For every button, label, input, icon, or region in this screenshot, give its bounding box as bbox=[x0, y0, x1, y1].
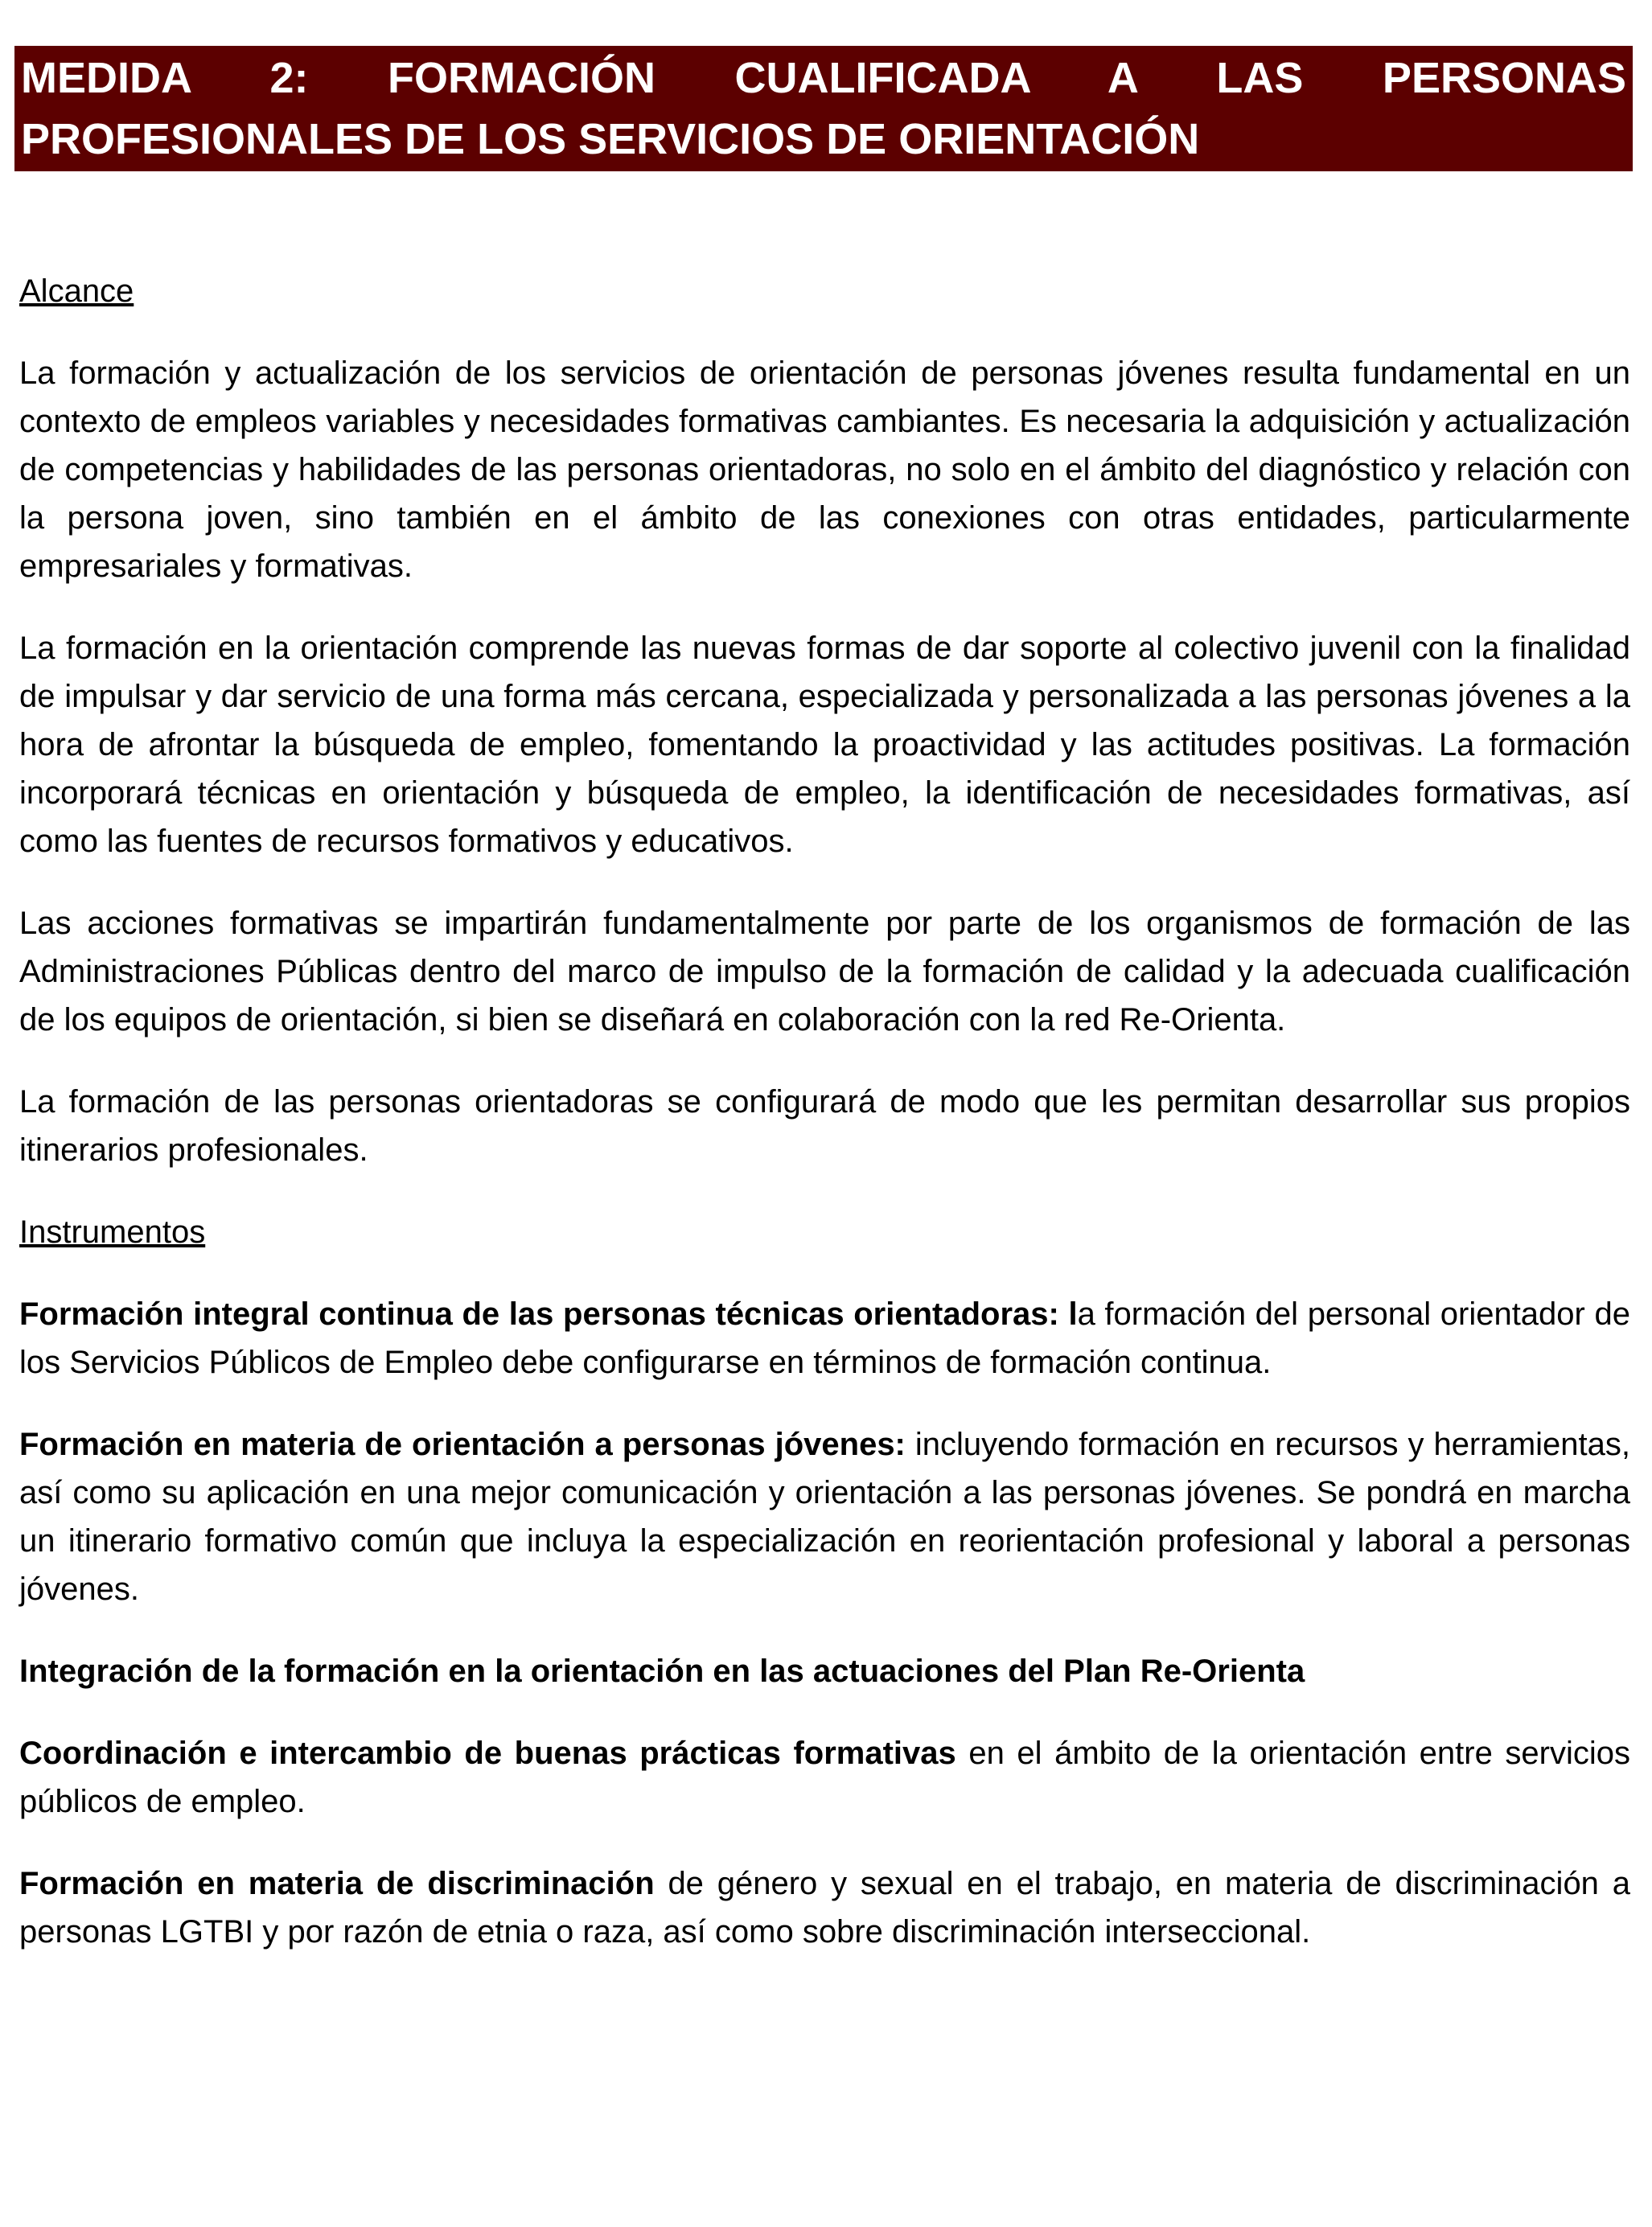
instrument-lead: Formación en materia de orientación a personas jóvenes: bbox=[19, 1427, 906, 1462]
instrument-lead: Formación en materia de discriminación bbox=[19, 1866, 655, 1901]
instrument-item bbox=[19, 1290, 1630, 1387]
document-body bbox=[19, 267, 1630, 1990]
instrument-item bbox=[19, 1859, 1630, 1956]
instrument-text: incluyendo formación en recursos y herramientas, así como su aplicación en una mejor comunicación y orientación a las personas jóvenes. Se pondrá en marcha un itinerario formativo común que incluya la especialización en reorientación profesional y laboral a personas jóvenes. bbox=[19, 1427, 1630, 1607]
instrument-item bbox=[19, 1647, 1630, 1695]
measure-title-line-2: PROFESIONALES DE LOS SERVICIOS DE ORIENTACIÓN bbox=[21, 115, 1200, 163]
instrument-lead: Coordinación e intercambio de buenas prácticas formativas bbox=[19, 1736, 956, 1771]
instrument-text: de género y sexual en el trabajo, en materia de discriminación a personas LGTBI y por razón de etnia o raza, así como sobre discriminación interseccional. bbox=[19, 1866, 1630, 1950]
instrument-text: a formación del personal orientador de los Servicios Públicos de Empleo debe configurarse en términos de formación continua. bbox=[19, 1296, 1630, 1380]
alcance-paragraph: Las acciones formativas se impartirán fundamentalmente por parte de los organismos de formación de las Administraciones Públicas dentro del marco de impulso de la formación de calidad y la adecuada cualificación de los equipos de orientación, si bien se diseñará en colaboración con la red Re-Orienta. bbox=[19, 906, 1630, 1037]
instrument-text: en el ámbito de la orientación entre servicios públicos de empleo. bbox=[19, 1736, 1630, 1819]
instrument-lead: Integración de la formación en la orientación en las actuaciones del Plan Re-Orienta bbox=[19, 1654, 1305, 1689]
section-heading-alcance: Alcance bbox=[19, 273, 134, 309]
instrument-lead: Formación integral continua de las personas técnicas orientadoras: l bbox=[19, 1296, 1078, 1332]
alcance-paragraph: La formación en la orientación comprende las nuevas formas de dar soporte al colectivo juvenil con la finalidad de impulsar y dar servicio de una forma más cercana, especializada y personalizada a las personas jóvenes a la hora de afrontar la búsqueda de empleo, fomentando la proactividad y las actitudes positivas. La formación incorporará técnicas en orientación y búsqueda de empleo, la identificación de necesidades formativas, así como las fuentes de recursos formativos y educativos. bbox=[19, 631, 1630, 859]
alcance-paragraph: La formación y actualización de los servicios de orientación de personas jóvenes resulta fundamental en un contexto de empleos variables y necesidades formativas cambiantes. Es necesaria la adquisición y actualización de competencias y habilidades de las personas orientadoras, no solo en el ámbito del diagnóstico y relación con la persona joven, sino también en el ámbito de las conexiones con otras entidades, particularmente empresariales y formativas. bbox=[19, 355, 1630, 584]
section-heading-instrumentos: Instrumentos bbox=[19, 1214, 206, 1250]
measure-title-line-1: MEDIDA 2: FORMACIÓN CUALIFICADA A LAS PERSONAS bbox=[21, 54, 1626, 102]
measure-title-banner bbox=[14, 46, 1633, 171]
instrument-item bbox=[19, 1729, 1630, 1826]
alcance-paragraph: La formación de las personas orientadoras se configurará de modo que les permitan desarrollar sus propios itinerarios profesionales. bbox=[19, 1084, 1630, 1168]
instrument-item bbox=[19, 1420, 1630, 1613]
